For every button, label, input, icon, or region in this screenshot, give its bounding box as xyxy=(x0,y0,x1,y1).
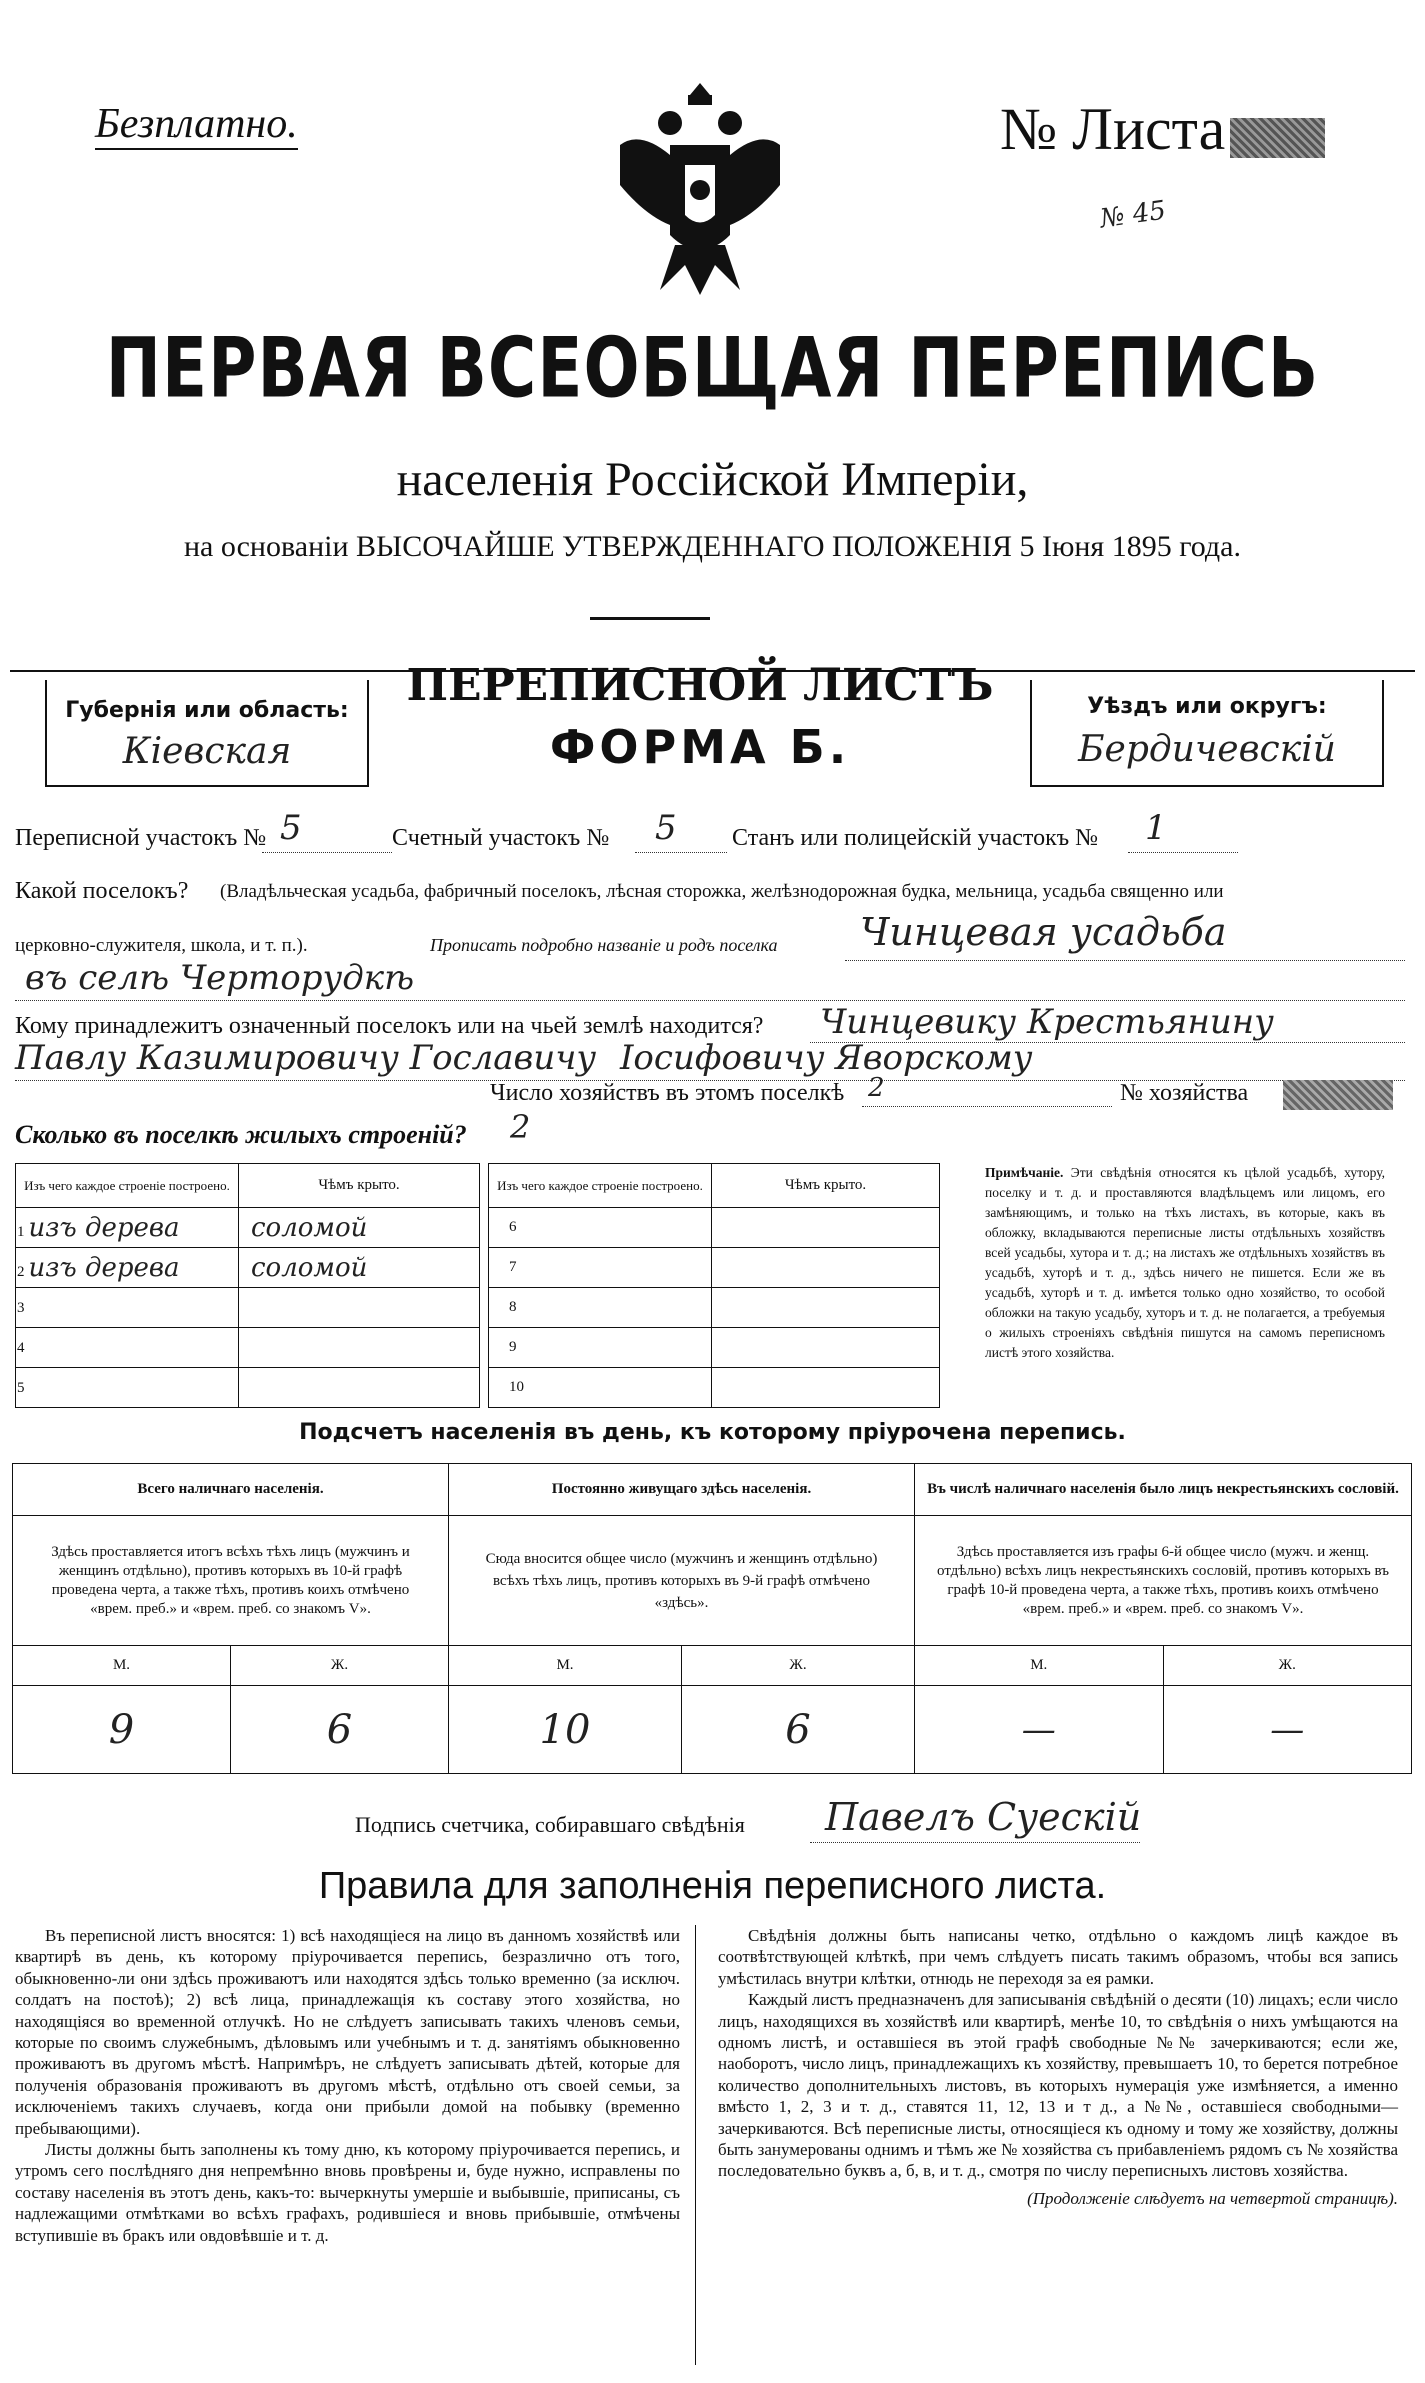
roof-value: соломой xyxy=(239,1248,480,1288)
female-header: Ж. xyxy=(682,1646,915,1686)
signature-value: Павелъ Суескій xyxy=(825,1795,1142,1839)
settlement-question: Какой поселокъ? xyxy=(15,878,189,904)
col2-title: Постоянно живущаго здѣсь населенія. xyxy=(449,1464,915,1516)
female-header: Ж. xyxy=(1163,1646,1412,1686)
stan-line xyxy=(1128,852,1238,853)
households-count-label: Число хозяйствъ въ этомъ поселкѣ xyxy=(490,1080,845,1106)
col-material-header: Изъ чего каждое строеніе построено. xyxy=(16,1164,239,1208)
female-header: Ж. xyxy=(231,1646,449,1686)
owner-value-1: Чинцевику Крестьянину xyxy=(820,1002,1274,1042)
divider xyxy=(590,617,710,620)
gubernia-label: Губернія или область: xyxy=(65,698,349,723)
male-header: М. xyxy=(13,1646,231,1686)
rules-left-column xyxy=(15,1925,680,2246)
present-male-value: 9 xyxy=(13,1686,231,1774)
resident-female-value: 6 xyxy=(682,1686,915,1774)
uezd-value: Бердичевскій xyxy=(1078,729,1336,770)
building-row xyxy=(16,1248,239,1288)
building-row xyxy=(16,1208,239,1248)
building-row xyxy=(16,1328,239,1368)
rules-title: Правила для заполненія переписного листа. xyxy=(318,1865,1107,1907)
page-basis: на основаніи ВЫСОЧАЙШЕ УТВЕРЖДЕННАГО ПОЛОЖЕНІЯ 5 Іюня 1895 года. xyxy=(184,530,1241,563)
col-roof-header: Чѣмъ крыто. xyxy=(239,1164,480,1208)
building-row: 7 xyxy=(489,1248,712,1288)
building-row: 9 xyxy=(489,1328,712,1368)
page-title: ПЕРВАЯ ВСЕОБЩАЯ ПЕРЕПИСЬ xyxy=(105,320,1320,417)
form-title: ПЕРЕПИСНОЙ ЛИСТЪ xyxy=(406,660,994,711)
buildings-table-left xyxy=(15,1163,480,1408)
building-row: 8 xyxy=(489,1288,712,1328)
building-row xyxy=(16,1368,239,1408)
signature-label: Подпись счетчика, собиравшаго свѣдѣнія xyxy=(355,1812,745,1837)
settlement-line-1 xyxy=(845,960,1405,961)
col1-title: Всего наличнаго населенія. xyxy=(13,1464,449,1516)
col3-desc: Здѣсь проставляется изъ графы 6-й общее число (мужч. и женщ. отдѣльно) всѣхъ лицъ некрестьянскихъ сословій, противъ которыхъ въ графѣ 10-й проведена черта, а также тѣхъ, противъ коихъ отмѣчено «врем. преб.» и «врем. преб. со знакомъ V». xyxy=(915,1516,1412,1646)
row-number: 2 xyxy=(17,1263,25,1280)
buildings-table-right xyxy=(488,1163,940,1408)
row-number: 3 xyxy=(17,1299,25,1316)
note-text: Эти свѣдѣнія относятся къ цѣлой усадьбѣ, хутору, поселку и т. д. и проставляются владѣльцемъ или лицомъ, его замѣняющимъ, и только на тѣхъ листахъ, въ которые, какъ въ обложку, вкладываются переписные листы отдѣльныхъ хозяйствъ всей усадьбы, хутора и т. д.; на листахъ же отдѣльныхъ хозяйствъ въ усадьбѣ, хуторѣ и т. д., здѣсь ничего не пишется. Если же въ усадьбѣ, хуторѣ и т. д. имѣется только одно хозяйство, то особой обложки на такую усадьбу, хуторъ и т. д. не полагается, а требуемыя о жилыхъ строеніяхъ свѣдѣнія пишутся на самомъ переписномъ листѣ этого хозяйства. xyxy=(985,1165,1385,1360)
uezd-box xyxy=(1030,680,1384,787)
building-row: 10 xyxy=(489,1368,712,1408)
col-material-header: Изъ чего каждое строеніе построено. xyxy=(489,1164,712,1208)
settlement-value-1: Чинцевая усадьба xyxy=(860,910,1227,954)
settlement-examples-2: церковно-служителя, школа, и т. п.). xyxy=(15,935,308,956)
owner-value-2: Павлу Казимировичу Гославичу xyxy=(15,1038,597,1078)
count-district-value: 5 xyxy=(655,808,677,848)
buildings-question: Сколько въ поселкѣ жилыхъ строеній? xyxy=(15,1120,467,1149)
resident-male-value: 10 xyxy=(449,1686,682,1774)
row-number: 4 xyxy=(17,1339,25,1356)
col2-desc: Сюда вносится общее число (мужчинъ и женщинъ отдѣльно) всѣхъ тѣхъ лицъ, противъ которыхъ въ 9-й графѣ отмѣчено «здѣсь». xyxy=(449,1516,915,1646)
census-district-line xyxy=(262,852,392,853)
owner-value-3: Іосифовичу Яворскому xyxy=(620,1038,1033,1078)
buildings-note xyxy=(985,1163,1385,1363)
census-district-value: 5 xyxy=(280,808,302,848)
gubernia-value: Кіевская xyxy=(122,731,292,772)
row-number: 1 xyxy=(17,1223,25,1240)
rules-left-paragraph-2: Листы должны быть заполнены къ тому дню, къ которому пріурочивается перепись, и утромъ сего послѣдняго дня непремѣнно вновь провѣрены и, буде нужно, исправлены по составу населенія въ этотъ день, какъ-то: вычеркнуты умершіе и выбывшіе, приписаны, съ надлежащими отмѣтками во всѣхъ графахъ, родившіеся и вновь прибывшіе, отмѣчены вступившіе въ бракъ или овдовѣвшіе и т. д. xyxy=(15,2140,680,2245)
household-number-label: № хозяйства xyxy=(1120,1080,1249,1106)
male-header: М. xyxy=(449,1646,682,1686)
rules-right-column xyxy=(718,1925,1398,2209)
rules-continued: (Продолженіе слѣдуетъ на четвертой страницѣ). xyxy=(1027,2188,1398,2208)
rules-left-paragraph-1: Въ переписной листъ вносятся: 1) всѣ находящіеся на лицо въ данномъ хозяйствѣ или квартирѣ въ день, къ которому пріурочивается перепись, безразлично отъ того, обыкновенно-ли они здѣсь проживаютъ или находятся здѣсь только временно (за исключ. солдатъ на постоѣ); 2) всѣ лица, принадлежащія къ составу этого хозяйства, но находящіяся во временной отлучкѣ. Но не слѣдуетъ записывать такихъ членовъ семьи, которые по своимъ служебнымъ, дѣловымъ или учебнымъ и т. д. занятіямъ обыкновенно проживаютъ въ другомъ мѣстѣ. Напримѣръ, не слѣдуетъ записывать дѣтей, которые для полученія образованія проживаютъ въ другомъ мѣстѣ, отдѣльно отъ своей семьи, за исключеніемъ такихъ случаевъ, когда они прибыли домой на побывку (временно пребывающими). xyxy=(15,1926,680,2138)
rules-column-divider xyxy=(695,1925,696,2365)
settlement-instruction: Прописать подробно названіе и родъ поселка xyxy=(430,935,778,955)
form-name: ФОРМА Б. xyxy=(549,720,851,774)
buildings-value: 2 xyxy=(510,1108,531,1146)
page-subtitle: населенія Россійской Имперіи, xyxy=(396,453,1029,506)
col1-desc: Здѣсь проставляется итогъ всѣхъ тѣхъ лицъ (мужчинъ и женщинъ отдѣльно), противъ которыхъ въ 10-й графѣ проведена черта, а также тѣхъ, противъ коихъ отмѣчено «врем. преб.» и «врем. преб. со знакомъ V». xyxy=(13,1516,449,1646)
signature-line xyxy=(810,1842,1140,1843)
households-count-value: 2 xyxy=(868,1073,885,1103)
present-female-value: 6 xyxy=(231,1686,449,1774)
owner-question: Кому принадлежитъ означенный поселокъ или на чьей землѣ находится? xyxy=(15,1013,764,1039)
nonpeasant-female-value: — xyxy=(1163,1686,1412,1774)
rules-right-paragraph-2: Каждый листъ предназначенъ для записыванія свѣдѣній о десяти (10) лицахъ; если число лицъ, находящихся въ хозяйствѣ или квартирѣ, менѣе 10, то свѣдѣнія о нихъ умѣщаются на одномъ листѣ, и оставшіеся въ этой графѣ свободные №№ зачеркиваются; если же, наоборотъ, число лицъ, принадлежащихъ къ хозяйству, превышаетъ 10, то берется потребное количество дополнительныхъ листовъ, въ которыхъ нумерація уже измѣняется, а именно вмѣсто 1, 2, 3 и т. д., ставятся 11, 12, 13 и т д., а №№, оставшіеся свободными—зачеркиваются. Всѣ переписные листы, относящіеся къ одному и тому же хозяйству, должны быть занумерованы однимъ и тѣмъ же № хозяйства съ прибавленіемъ рядомъ съ № хозяйства последовательно буквъ а, б, в, и т. д., смотря по числу переписныхъ листовъ хозяйства. xyxy=(718,1990,1398,2181)
roof-value: соломой xyxy=(239,1208,480,1248)
row-number: 5 xyxy=(17,1379,25,1396)
material-value: изъ дерева xyxy=(28,1212,180,1243)
note-head: Примѣчаніе. xyxy=(985,1165,1064,1180)
population-heading: Подсчетъ населенія въ день, къ которому пріурочена перепись. xyxy=(299,1420,1126,1445)
household-number-redacted xyxy=(1283,1080,1393,1110)
count-district-line xyxy=(635,852,727,853)
stan-label: Станъ или полицейскій участокъ № xyxy=(732,825,1099,851)
uezd-label: Уѣздъ или округъ: xyxy=(1087,694,1327,719)
population-table xyxy=(12,1463,1412,1774)
building-row: 6 xyxy=(489,1208,712,1248)
male-header: М. xyxy=(915,1646,1164,1686)
households-count-line xyxy=(862,1106,1112,1107)
settlement-value-2: въ селѣ Черторудкѣ xyxy=(25,958,415,998)
building-row xyxy=(16,1288,239,1328)
nonpeasant-male-value: — xyxy=(915,1686,1164,1774)
sheet-number-label: № Листа xyxy=(1000,96,1226,162)
coat-of-arms-emblem xyxy=(600,75,800,305)
settlement-line-2 xyxy=(15,1000,1405,1001)
gubernia-box xyxy=(45,680,369,787)
sheet-number-redacted xyxy=(1230,118,1325,158)
rules-right-paragraph-1: Свѣдѣнія должны быть написаны четко, отдѣльно о каждомъ лицѣ каждое въ соотвѣтствующей клѣткѣ, при чемъ слѣдуетъ писать такимъ образомъ, чтобы вся запись умѣстилась внутри клѣтки, отнюдь не переходя за ея рамки. xyxy=(718,1926,1398,1988)
stan-value: 1 xyxy=(1145,808,1167,848)
col3-title: Въ числѣ наличнаго населенія было лицъ некрестьянскихъ сословій. xyxy=(915,1464,1412,1516)
material-value: изъ дерева xyxy=(28,1252,180,1283)
count-district-label: Счетный участокъ № xyxy=(392,825,610,851)
handwritten-sheet-number: № 45 xyxy=(1098,195,1168,235)
col-roof-header: Чѣмъ крыто. xyxy=(712,1164,940,1208)
census-district-label: Переписной участокъ № xyxy=(15,825,267,851)
settlement-examples: (Владѣльческая усадьба, фабричный поселокъ, лѣсная сторожка, желѣзнодорожная будка, мельница, усадьба священно или xyxy=(220,881,1224,902)
free-label: Безплатно. xyxy=(95,100,298,150)
